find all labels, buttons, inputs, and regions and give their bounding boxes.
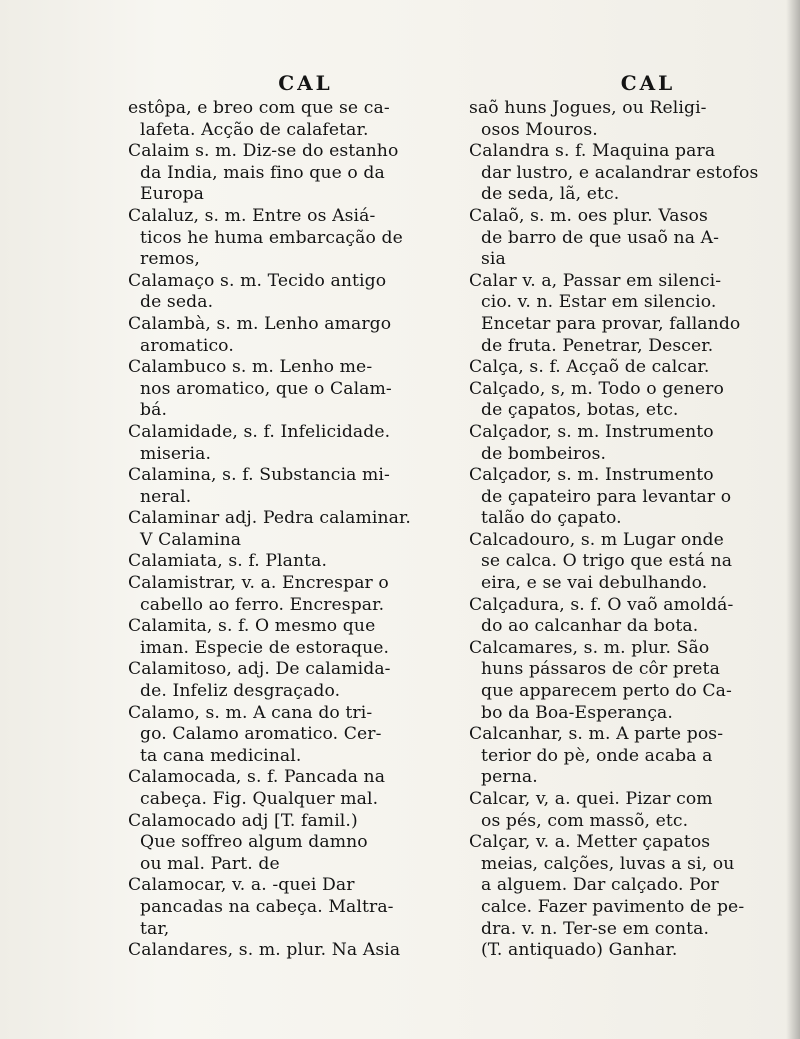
entry-continuation-line: de bombeiros. [481, 443, 607, 464]
entry-continuation-line: pancadas na cabeça. Maltra- [140, 896, 394, 917]
entry-continuation-line: cabello ao ferro. Encrespar. [140, 594, 385, 615]
entry-continuation-line: os pés, com massõ, etc. [481, 810, 689, 831]
entry-headline: Calaminar adj. Pedra calaminar. [128, 508, 411, 529]
entry-continuation-line: eira, e se vai debulhando. [481, 573, 708, 594]
entry-headline: Calamiata, s. f. Planta. [128, 551, 328, 572]
entry-headline: Calaõ, s. m. oes plur. Vasos [469, 205, 708, 226]
entry-headline: Calamistrar, v. a. Encrespar o [128, 573, 389, 594]
entry-continuation-line: calce. Fazer pavimento de pe- [481, 896, 745, 917]
left-column-header: CAL [278, 71, 333, 95]
entry-continuation-line: cabeça. Fig. Qualquer mal. [140, 789, 379, 809]
entry-continuation-line: a alguem. Dar calçado. Por [481, 875, 719, 896]
entry-continuation-line: lafeta. Acção de calafetar. [140, 119, 369, 140]
entry-headline: Calçador, s. m. Instrumento [469, 465, 714, 486]
entry-headline: Calcadouro, s. m Lugar onde [469, 529, 724, 550]
entry-continuation-line: (T. antiquado) Ganhar. [481, 940, 678, 961]
right-column-header: CAL [620, 71, 676, 95]
entry-headline: Calamitoso, adj. De calamida- [128, 659, 391, 680]
entry-continuation-line: ticos he huma embarcação de [140, 227, 403, 248]
entry-continuation-line: de barro de que usaõ na A- [481, 227, 720, 248]
entry-continuation-line: de çapateiro para levantar o [481, 486, 732, 507]
entry-continuation-line: que apparecem perto do Ca- [481, 681, 732, 702]
entry-continuation-line: V Calamina [140, 529, 242, 550]
left-column-entries [128, 98, 453, 962]
entry-continuation-line: tar, [140, 918, 170, 939]
entry-continuation-line: dra. v. n. Ter-se em conta. [481, 918, 710, 939]
entry-headline: Calcanhar, s. m. A parte pos- [469, 724, 724, 745]
entry-continuation-line: ta cana medicinal. [140, 745, 302, 766]
entry-continuation-line: aromatico. [140, 335, 234, 356]
entry-headline: Calçadura, s. f. O vaõ amoldá- [469, 594, 734, 615]
entry-continuation-line: de fruta. Penetrar, Descer. [481, 335, 714, 356]
entry-continuation-line: de. Infeliz desgraçado. [140, 681, 341, 702]
entry-headline: Calaluz, s. m. Entre os Asiá- [128, 205, 376, 226]
page-edge-shadow [786, 0, 800, 1039]
entry-headline: Calambuco s. m. Lenho me- [128, 357, 373, 378]
entry-headline: Calaim s. m. Diz-se do estanho [128, 141, 399, 162]
entry-headline: Calandares, s. m. plur. Na Asia [128, 940, 401, 961]
entry-continuation-line: cio. v. n. Estar em silencio. [481, 292, 717, 313]
entry-headline: Calamocar, v. a. -quei Dar [128, 875, 355, 896]
entry-continuation-line: talão do çapato. [481, 508, 622, 529]
entry-continuation-line: dar lustro, e acalandrar estofos [481, 162, 759, 183]
entry-headline: Calça, s. f. Acçaõ de calcar. [469, 357, 710, 378]
entry-headline: Calamo, s. m. A cana do tri- [128, 702, 373, 723]
entry-continuation-line: miseria. [140, 443, 212, 464]
entry-continuation-line: do ao calcanhar da bota. [481, 616, 699, 637]
entry-continuation-line: iman. Especie de estoraque. [140, 637, 390, 658]
right-column [469, 68, 787, 962]
entry-continuation-line: nos aromatico, que o Calam- [140, 378, 392, 399]
entry-continuation-line: terior do pè, onde acaba a [481, 745, 713, 766]
entry-continuation-line: de seda, lã, etc. [481, 184, 620, 205]
entry-continuation-line: se calca. O trigo que está na [481, 551, 733, 572]
entry-headline: Calamocada, s. f. Pancada na [128, 767, 386, 788]
entry-headline: Calandra s. f. Maquina para [469, 141, 716, 162]
entry-headline: Calamina, s. f. Substancia mi- [128, 465, 390, 486]
entry-continuation-line: sia [481, 249, 506, 270]
entry-headline: Calçador, s. m. Instrumento [469, 421, 714, 442]
entry-continuation-line: de çapatos, botas, etc. [481, 400, 679, 421]
entry-headline: Calamocado adj [T. famil.) [128, 810, 358, 831]
entry-continuation-line: Europa [140, 184, 205, 205]
right-column-entries [469, 98, 787, 962]
entry-headline: Calamaço s. m. Tecido antigo [128, 270, 387, 291]
entry-continuation-line: neral. [140, 486, 192, 507]
entry-continuation-line: go. Calamo aromatico. Cer- [140, 724, 382, 745]
entry-continuation-line: bá. [140, 400, 168, 421]
entry-continuation-line: ou mal. Part. de [140, 853, 280, 874]
entry-continuation-line: huns pássaros de côr preta [481, 659, 720, 680]
entry-headline: Calcamares, s. m. plur. São [469, 637, 710, 658]
entry-headline: Calamita, s. f. O mesmo que [128, 616, 376, 637]
entry-continuation-line: remos, [140, 249, 200, 270]
entry-headline: Calambà, s. m. Lenho amargo [128, 313, 392, 334]
entry-headline: Calcar, v, a. quei. Pizar com [469, 789, 713, 809]
entry-headline: Calar v. a, Passar em silenci- [469, 270, 722, 291]
entry-headline: Calçar, v. a. Metter çapatos [469, 832, 711, 853]
entry-continuation-line: estôpa, e breo com que se ca- [128, 98, 390, 118]
entry-continuation-line: Encetar para provar, fallando [481, 313, 741, 334]
entry-continuation-line: da India, mais fino que o da [140, 162, 385, 183]
entry-continuation-line: Que soffreo algum damno [140, 832, 368, 853]
entry-continuation-line: perna. [481, 767, 538, 788]
entry-continuation-line: de seda. [140, 292, 214, 313]
entry-headline: Calçado, s, m. Todo o genero [469, 378, 724, 399]
entry-continuation-line: saõ huns Jogues, ou Religi- [469, 98, 707, 118]
entry-continuation-line: osos Mouros. [481, 119, 598, 140]
left-column [128, 68, 453, 962]
entry-continuation-line: meias, calções, luvas a si, ou [481, 853, 735, 874]
entry-continuation-line: bo da Boa-Esperança. [481, 702, 673, 723]
entry-headline: Calamidade, s. f. Infelicidade. [128, 421, 391, 442]
